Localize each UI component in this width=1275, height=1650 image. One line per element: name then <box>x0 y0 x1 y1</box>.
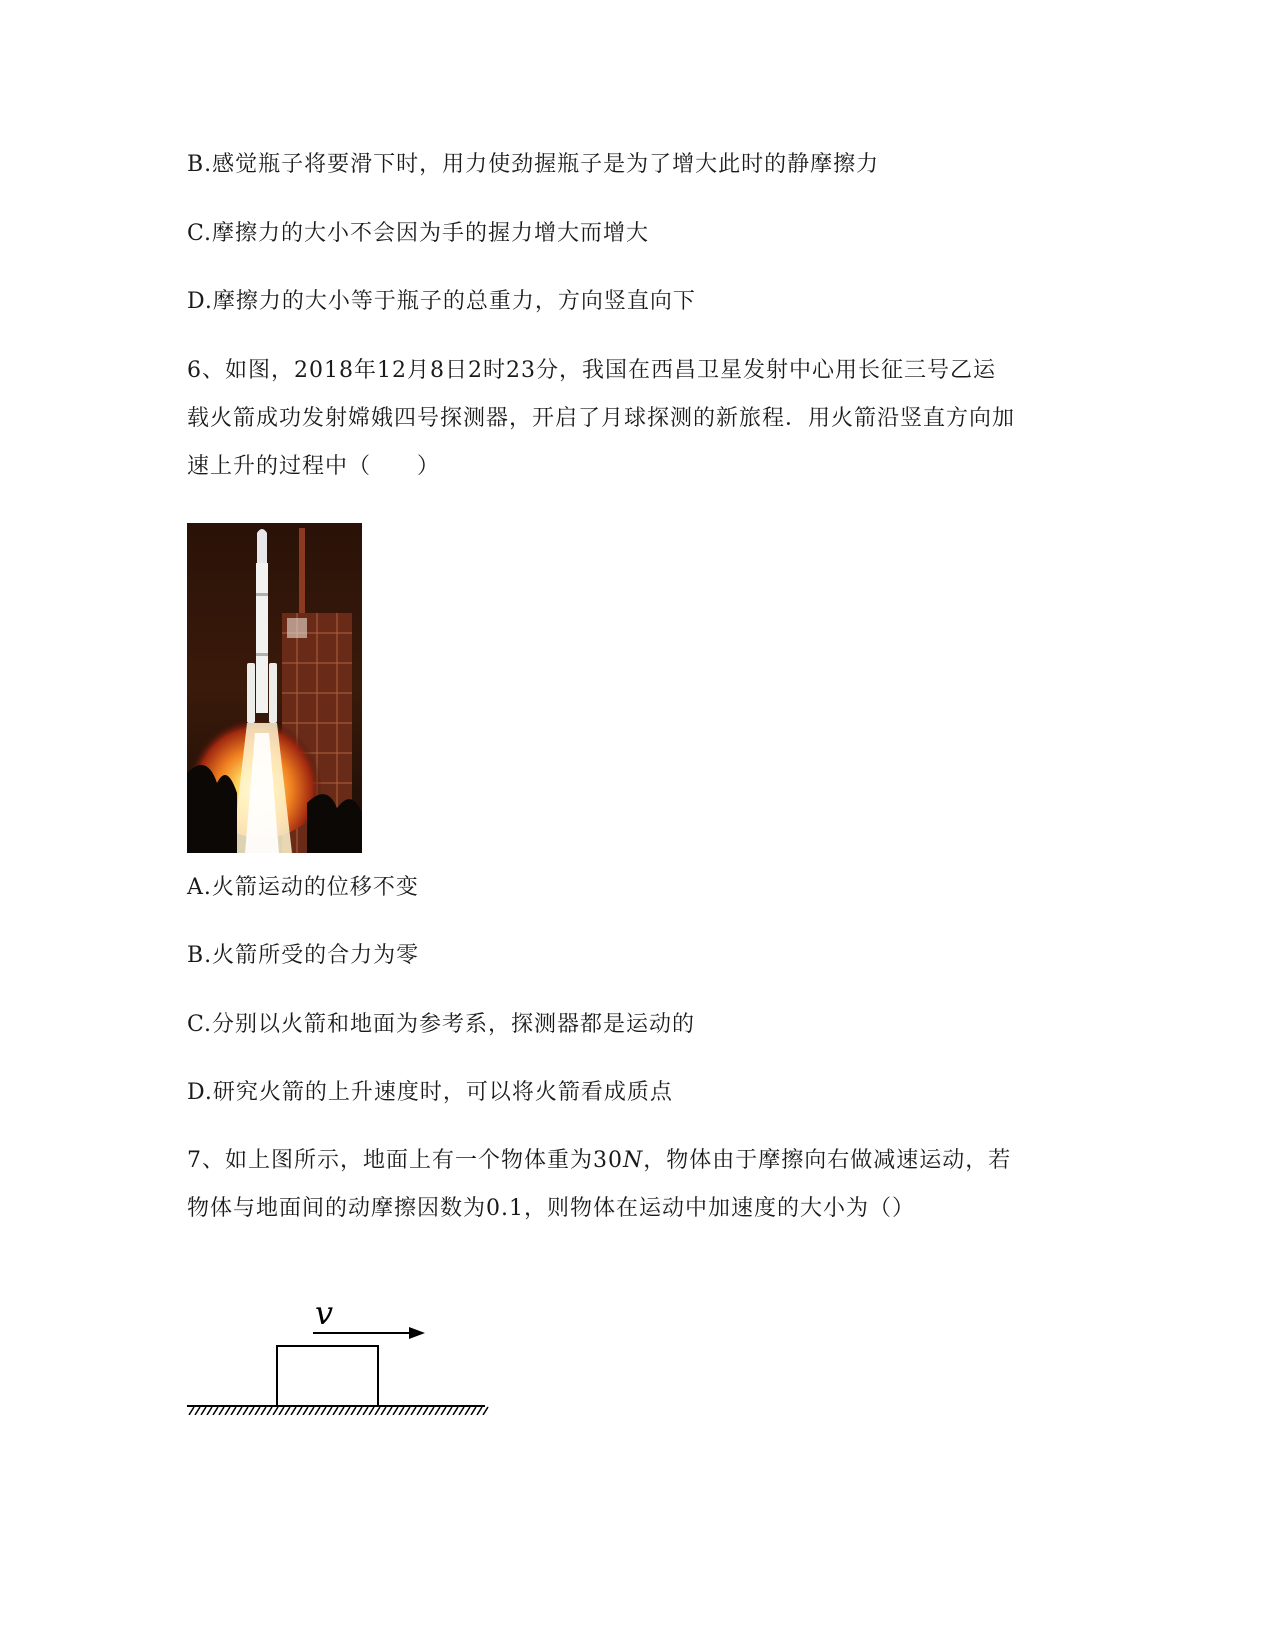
hatch-mark <box>423 1407 428 1415</box>
hatch-mark <box>333 1407 338 1415</box>
q7-stem-part-a: 7、如上图所示，地面上有一个物体重为30 <box>187 1148 623 1173</box>
hatch-mark <box>435 1407 440 1415</box>
hatch-mark <box>477 1407 482 1415</box>
hatch-mark <box>381 1407 386 1415</box>
hatch-mark <box>471 1407 476 1415</box>
hatch-mark <box>261 1407 266 1415</box>
hatch-mark <box>303 1407 308 1415</box>
hatch-mark <box>465 1407 470 1415</box>
block <box>277 1346 378 1406</box>
hatch-mark <box>297 1407 302 1415</box>
q6-option-a: A.火箭运动的位移不变 <box>187 875 419 900</box>
hatch-mark <box>357 1407 362 1415</box>
hatch-mark <box>267 1407 272 1415</box>
block-velocity-diagram <box>187 1290 497 1419</box>
q6-stem-line-1: 6、如图，2018年12月8日2时23分，我国在西昌卫星发射中心用长征三号乙运 <box>187 358 996 383</box>
hatch-mark <box>447 1407 452 1415</box>
hatch-mark <box>189 1407 194 1415</box>
hatch-mark <box>429 1407 434 1415</box>
q6-option-d: D.研究火箭的上升速度时，可以将火箭看成质点 <box>187 1080 673 1105</box>
q7-unit-newton: N <box>623 1148 644 1173</box>
hatch-mark <box>387 1407 392 1415</box>
rocket-launch-photo <box>187 523 362 853</box>
hatch-mark <box>411 1407 416 1415</box>
hatch-mark <box>339 1407 344 1415</box>
q7-stem-line-2: 物体与地面间的动摩擦因数为0.1，则物体在运动中加速度的大小为（） <box>187 1196 915 1221</box>
hatch-mark <box>291 1407 296 1415</box>
hatch-mark <box>351 1407 356 1415</box>
q7-stem-part-b: ，物体由于摩擦向右做减速运动，若 <box>643 1148 1012 1173</box>
hatch-mark <box>441 1407 446 1415</box>
hatch-mark <box>369 1407 374 1415</box>
hatch-mark <box>285 1407 290 1415</box>
velocity-label: v <box>315 1294 334 1332</box>
hatch-mark <box>453 1407 458 1415</box>
hatch-mark <box>243 1407 248 1415</box>
hatch-mark <box>459 1407 464 1415</box>
hatch-mark <box>309 1407 314 1415</box>
hatch-mark <box>207 1407 212 1415</box>
hatch-mark <box>417 1407 422 1415</box>
q5-option-c: C.摩擦力的大小不会因为手的握力增大而增大 <box>187 221 650 246</box>
hatch-mark <box>201 1407 206 1415</box>
hatch-mark <box>219 1407 224 1415</box>
hatch-mark <box>249 1407 254 1415</box>
hatch-mark <box>483 1407 488 1415</box>
hatch-mark <box>321 1407 326 1415</box>
hatch-mark <box>213 1407 218 1415</box>
hatch-mark <box>375 1407 380 1415</box>
hatch-mark <box>315 1407 320 1415</box>
hatch-mark <box>345 1407 350 1415</box>
hatch-mark <box>225 1407 230 1415</box>
hatch-mark <box>273 1407 278 1415</box>
q6-option-b: B.火箭所受的合力为零 <box>187 943 420 968</box>
hatch-mark <box>399 1407 404 1415</box>
hatch-mark <box>405 1407 410 1415</box>
hatch-mark <box>279 1407 284 1415</box>
q6-stem-line-3: 速上升的过程中（ ） <box>187 454 441 479</box>
q6-stem-line-2: 载火箭成功发射嫦娥四号探测器，开启了月球探测的新旅程．用火箭沿竖直方向加 <box>187 406 1016 431</box>
hatch-mark <box>237 1407 242 1415</box>
q6-option-c: C.分别以火箭和地面为参考系，探测器都是运动的 <box>187 1012 696 1037</box>
hatch-mark <box>363 1407 368 1415</box>
hatch-mark <box>255 1407 260 1415</box>
ground-hatching <box>189 1407 488 1415</box>
hatch-mark <box>231 1407 236 1415</box>
q5-option-b: B.感觉瓶子将要滑下时，用力使劲握瓶子是为了增大此时的静摩擦力 <box>187 152 880 177</box>
q7-stem-line-1 <box>187 1146 1011 1176</box>
hatch-mark <box>195 1407 200 1415</box>
hatch-mark <box>327 1407 332 1415</box>
q5-option-d: D.摩擦力的大小等于瓶子的总重力，方向竖直向下 <box>187 289 696 314</box>
hatch-mark <box>393 1407 398 1415</box>
